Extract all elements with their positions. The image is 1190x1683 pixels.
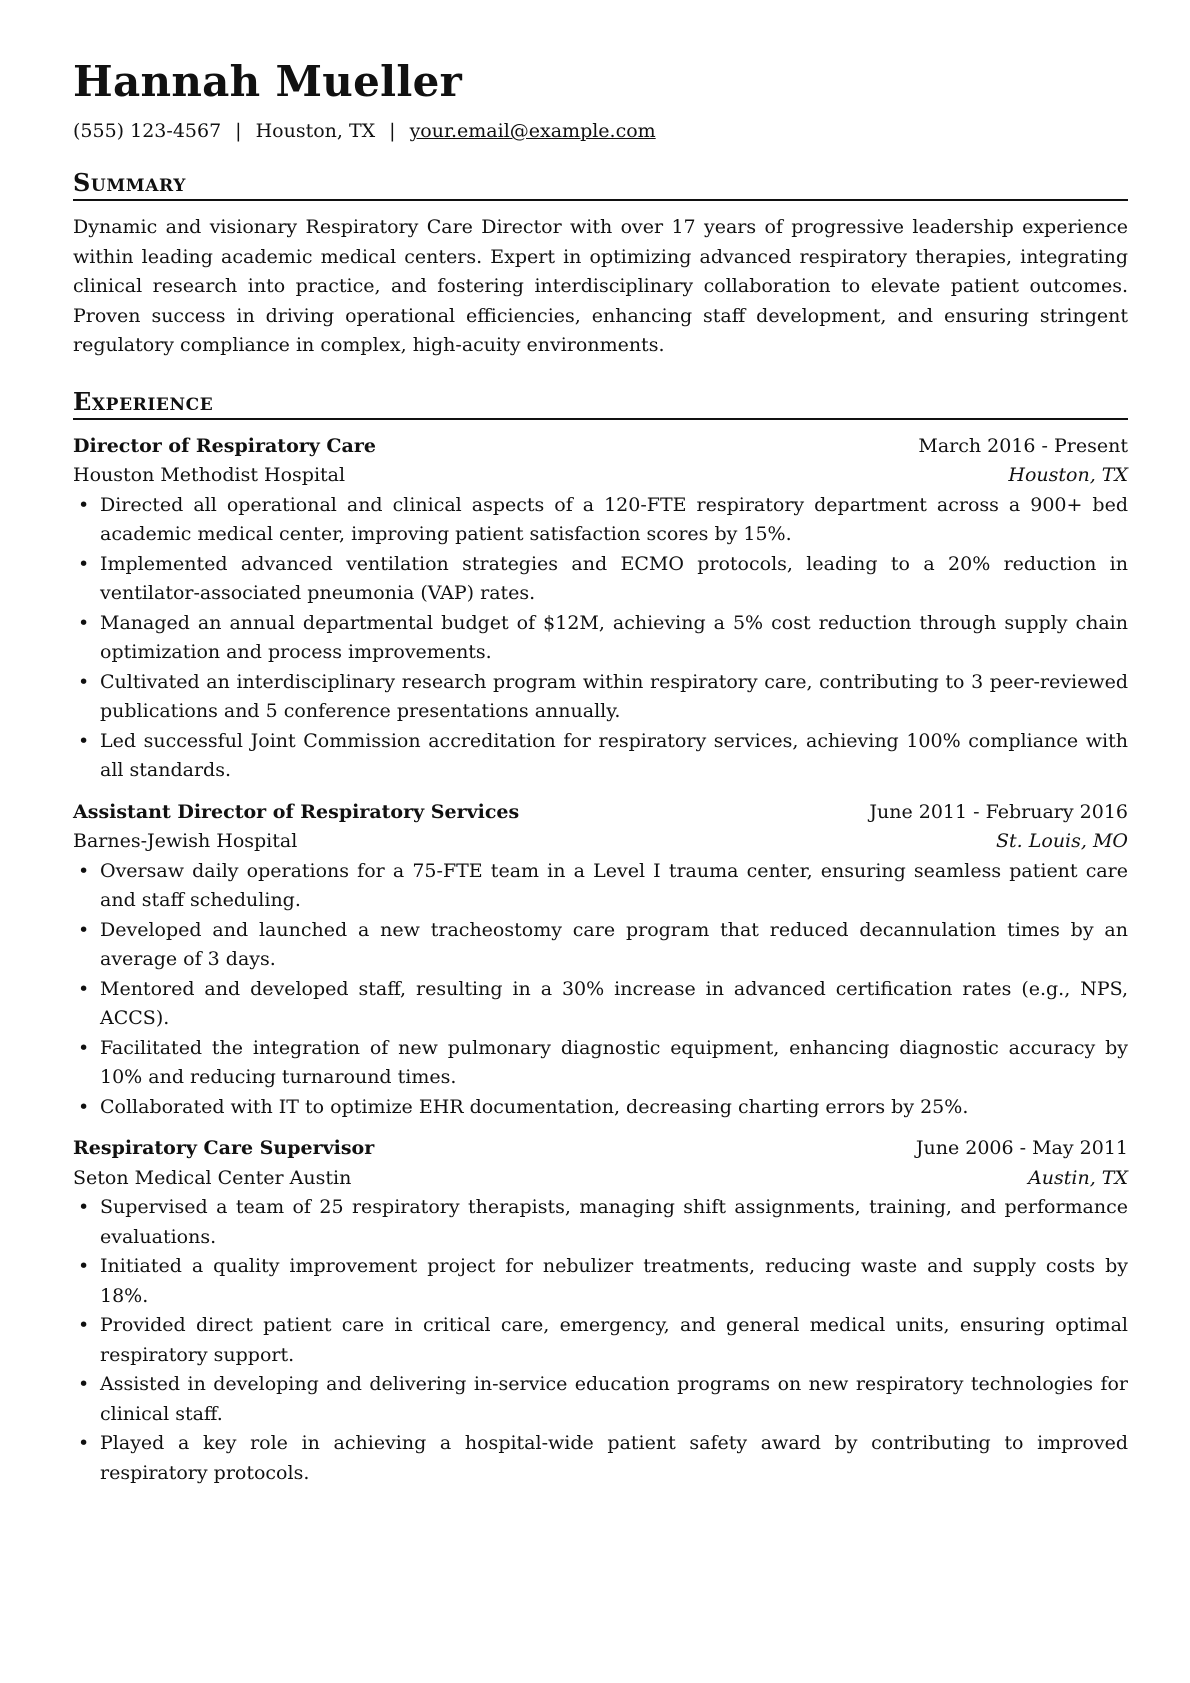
bullet-item: • Assisted in developing and delivering in-service education programs on new respiratory technologies for clinical staff. xyxy=(100,1370,1128,1429)
summary-text: Dynamic and visionary Respiratory Care Director with over 17 years of progressive leadership experience within leading academic medical centers. Expert in optimizing advanced respiratory therapies, integrating clinical research into practice, and fostering interdisciplinary collaboration to elevate patient outcomes. Proven success in driving operational efficiencies, enhancing staff development, and ensuring stringent regulatory compliance in complex, high-acuity environments. xyxy=(73,216,1128,357)
bullet-item: • Developed and launched a new tracheostomy care program that reduced decannulation times by an average of 3 days. xyxy=(100,916,1128,975)
contact-line xyxy=(73,120,1128,142)
bullet-item: • Played a key role in achieving a hospital-wide patient safety award by contributing to improved respiratory protocols. xyxy=(100,1429,1128,1488)
email-link[interactable]: your.email@example.com xyxy=(409,120,656,143)
job-entry xyxy=(73,798,1128,1123)
bullet-item: • Oversaw daily operations for a 75-FTE team in a Level I trauma center, ensuring seamless patient care and staff scheduling. xyxy=(100,857,1128,916)
bullet-item: • Managed an annual departmental budget of $12M, achieving a 5% cost reduction through supply chain optimization and process improvements. xyxy=(100,609,1128,668)
bullet-item: • Supervised a team of 25 respiratory therapists, managing shift assignments, training, and performance evaluations. xyxy=(100,1193,1128,1252)
job-entry xyxy=(73,1134,1128,1488)
bullet-item: • Led successful Joint Commission accreditation for respiratory services, achieving 100% compliance with all standards. xyxy=(100,727,1128,786)
contact-separator: | xyxy=(389,120,396,143)
job-location: Austin, TX xyxy=(1028,1166,1128,1189)
job-bullets xyxy=(73,857,1128,1123)
bullet-item: • Initiated a quality improvement project for nebulizer treatments, reducing waste and supply costs by 18%. xyxy=(100,1252,1128,1311)
employer-name: Barnes-Jewish Hospital xyxy=(73,830,298,853)
location: Houston, TX xyxy=(255,120,376,143)
job-dates: June 2006 - May 2011 xyxy=(915,1137,1128,1160)
job-bullets xyxy=(73,1193,1128,1488)
summary-heading: Summary xyxy=(73,168,1128,201)
bullet-item: • Directed all operational and clinical aspects of a 120-FTE respiratory department across a 900+ bed academic medical center, improving patient satisfaction scores by 15%. xyxy=(100,491,1128,550)
bullet-item: • Implemented advanced ventilation strategies and ECMO protocols, leading to a 20% reduction in ventilator-associated pneumonia (VAP) rates. xyxy=(100,550,1128,609)
job-location: St. Louis, MO xyxy=(996,830,1128,853)
contact-separator: | xyxy=(235,120,242,143)
job-dates: June 2011 - February 2016 xyxy=(869,800,1128,823)
employer-name: Seton Medical Center Austin xyxy=(73,1166,352,1189)
job-title: Assistant Director of Respiratory Services xyxy=(73,800,520,823)
experience-heading: Experience xyxy=(73,387,1128,420)
job-bullets xyxy=(73,491,1128,786)
job-title: Director of Respiratory Care xyxy=(73,434,376,457)
bullet-item: • Provided direct patient care in critical care, emergency, and general medical units, ensuring optimal respiratory support. xyxy=(100,1311,1128,1370)
bullet-item: • Mentored and developed staff, resulting in a 30% increase in advanced certification rates (e.g., NPS, ACCS). xyxy=(100,975,1128,1034)
candidate-name: Hannah Mueller xyxy=(73,57,463,106)
job-dates: March 2016 - Present xyxy=(918,434,1128,457)
phone-number: (555) 123-4567 xyxy=(73,120,222,143)
job-location: Houston, TX xyxy=(1008,464,1128,487)
bullet-item: • Facilitated the integration of new pulmonary diagnostic equipment, enhancing diagnostic accuracy by 10% and reducing turnaround times. xyxy=(100,1034,1128,1093)
employer-name: Houston Methodist Hospital xyxy=(73,464,346,487)
bullet-item: • Cultivated an interdisciplinary research program within respiratory care, contributing to 3 peer-reviewed publications and 5 conference presentations annually. xyxy=(100,668,1128,727)
job-entry xyxy=(73,432,1128,786)
job-title: Respiratory Care Supervisor xyxy=(73,1137,375,1160)
bullet-item: • Collaborated with IT to optimize EHR documentation, decreasing charting errors by 25%. xyxy=(100,1093,1128,1123)
